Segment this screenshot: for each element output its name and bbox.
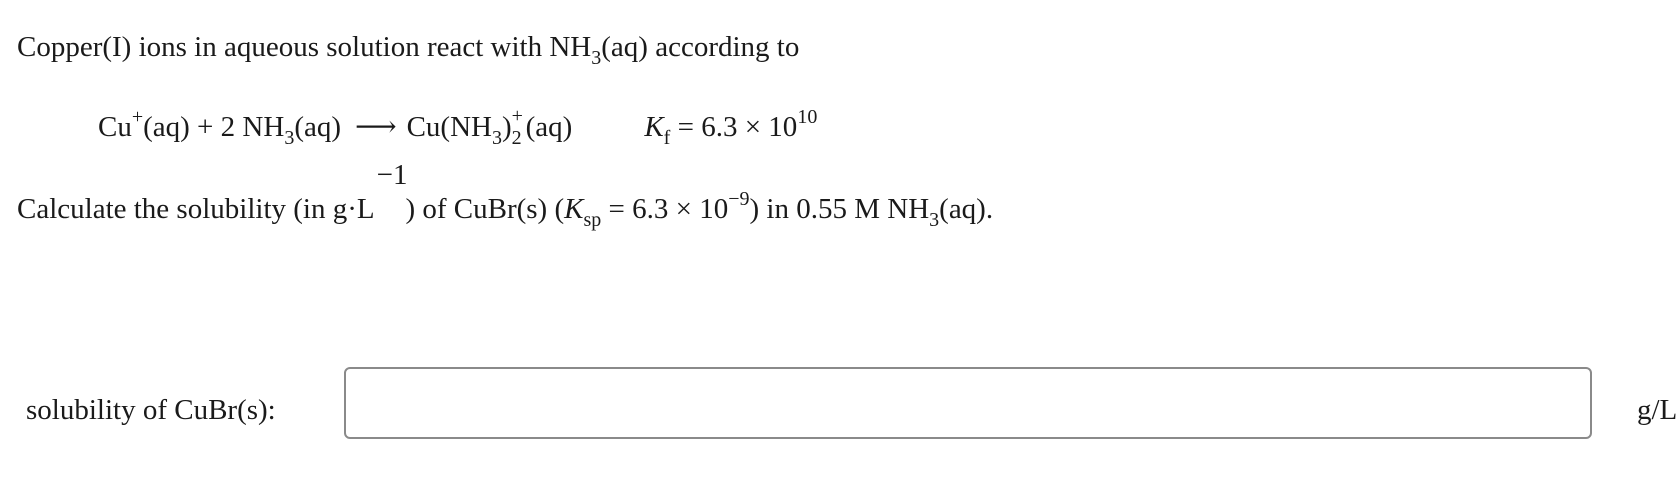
ksp-exponent: −9 bbox=[728, 188, 750, 210]
problem-intro bbox=[17, 31, 800, 69]
reactant-cu: Cu bbox=[98, 111, 132, 143]
question-text-2: ) of CuBr(s) ( bbox=[405, 193, 565, 225]
kf-exponent: 10 bbox=[797, 106, 818, 128]
nh3-subscript: 3 bbox=[284, 127, 295, 149]
product-close-paren: ) bbox=[501, 111, 512, 143]
nh3-subscript: 3 bbox=[591, 47, 602, 69]
product-state: (aq) bbox=[525, 111, 573, 143]
reaction-arrow: ⟶ bbox=[355, 111, 397, 143]
product-charge: + bbox=[511, 105, 523, 127]
intro-text: Copper(I) ions in aqueous solution react with NH bbox=[17, 31, 592, 63]
intro-text-end: (aq) according to bbox=[601, 31, 800, 63]
question-text-4: (aq). bbox=[939, 193, 994, 225]
ksp-subscript: sp bbox=[583, 209, 602, 231]
cu-charge: + bbox=[131, 106, 144, 128]
question-text-3: ) in 0.55 M NH bbox=[749, 193, 930, 225]
unit-exponent bbox=[375, 159, 408, 224]
solubility-input[interactable] bbox=[344, 367, 1592, 439]
unit-label: g/L bbox=[1637, 394, 1678, 426]
unit-exponent-text: −1 bbox=[376, 159, 408, 191]
reaction-equation bbox=[98, 105, 818, 149]
ksp-symbol: K bbox=[564, 193, 584, 225]
product-nh3-subscript: 3 bbox=[491, 127, 502, 149]
product-ion-charge bbox=[511, 105, 526, 149]
reactant2-state: (aq) bbox=[294, 111, 341, 143]
kf-subscript: f bbox=[663, 127, 671, 149]
answer-label: solubility of CuBr(s): bbox=[26, 394, 276, 426]
reactant-state: (aq) + 2 NH bbox=[143, 111, 285, 143]
product-complex: Cu(NH bbox=[406, 111, 492, 143]
question-text: Calculate the solubility (in g·L bbox=[17, 193, 375, 225]
kf-symbol: K bbox=[644, 111, 664, 143]
ksp-value: = 6.3 × 10 bbox=[601, 193, 729, 225]
product-count: 2 bbox=[511, 127, 522, 149]
problem-question bbox=[17, 159, 994, 231]
question-nh3-subscript: 3 bbox=[929, 209, 940, 231]
kf-value: = 6.3 × 10 bbox=[670, 111, 798, 143]
